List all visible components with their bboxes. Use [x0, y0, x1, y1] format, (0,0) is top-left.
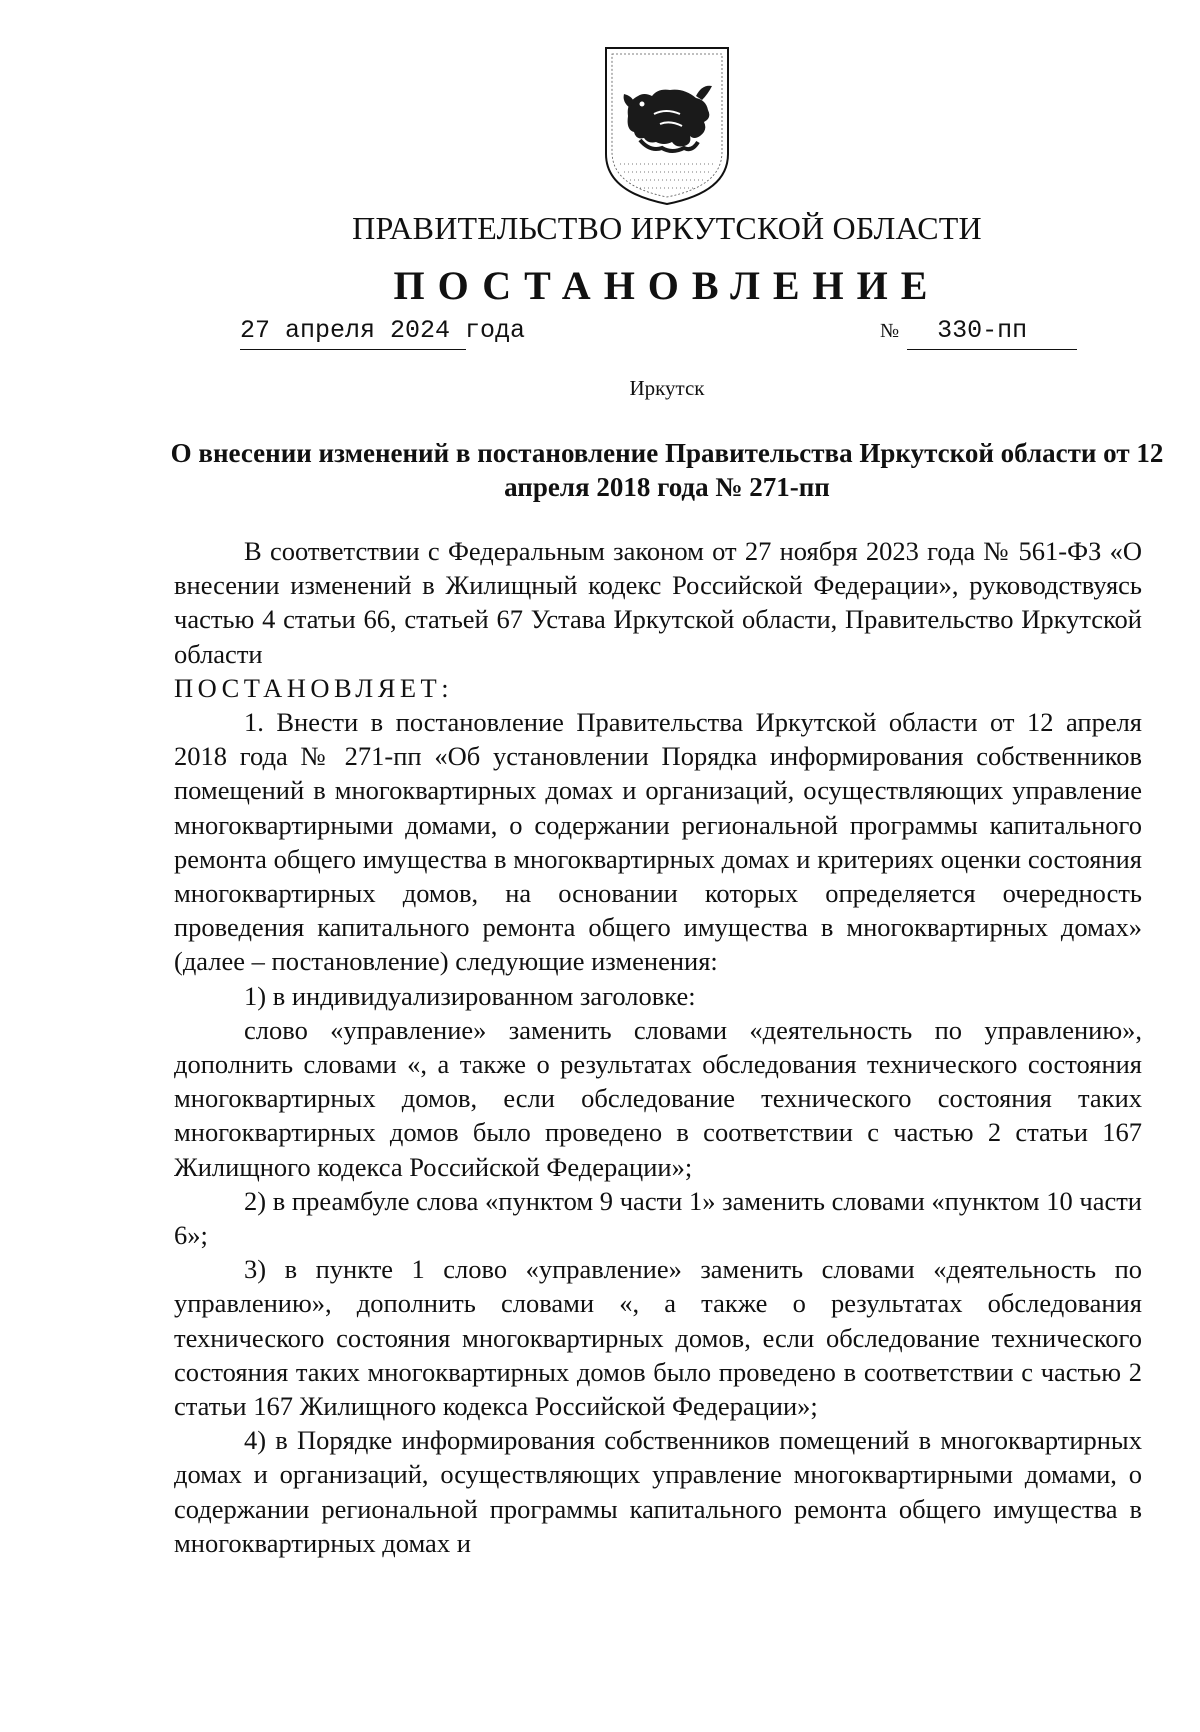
paragraph-item: 1. Внести в постановление Правительства Иркутской области от 12 апреля 2018 года № 271-пп «Об установлении Порядка информирования собственников помещений в многоквартирных домах и организаций, осуществляющих управление многоквартирными домами, о содержании региональной программы капитального ремонта общего имущества в многоквартирных домах и критериях оценки состояния многоквартирных домов, на основании которых определяется очередность проведения капитального ремонта общего имущества в многоквартирных домах» (далее – постановление) следующие изменения: — [174, 707, 1142, 977]
document-number: 330-пп — [907, 316, 1077, 350]
document-number-block — [880, 316, 1077, 350]
coat-of-arms-icon — [600, 44, 734, 208]
document-date: 27 апреля 2024 года — [240, 316, 466, 350]
decision-verb: ПОСТАНОВЛЯЕТ: — [174, 672, 454, 703]
paragraph-item: 1) в индивидуализированном заголовке: — [244, 980, 696, 1011]
document-city: Иркутск — [629, 376, 705, 400]
document-subject: О внесении изменений в постановление Правительства Иркутской области от 12 апреля 2018 года № 271-пп — [170, 438, 1164, 502]
number-sign: № — [880, 320, 900, 342]
document-type: ПОСТАНОВЛЕНИЕ — [393, 263, 941, 308]
paragraph-item: слово «управление» заменить словами «деятельность по управлению», дополнить словами «, а также о результатах обследования технического состояния многоквартирных домов, если обследование технического состояния таких многоквартирных домов было проведено в соответствии с частью 2 статьи 167 Жилищного кодекса Российской Федерации»; — [174, 1014, 1142, 1182]
document-body — [174, 534, 1142, 1560]
paragraph-item: 2) в преамбуле слова «пунктом 9 части 1» заменить словами «пунктом 10 части 6»; — [174, 1185, 1142, 1251]
paragraph-item: 3) в пункте 1 слово «управление» заменить словами «деятельность по управлению», дополнить словами «, а также о результатах обследования технического состояния многоквартирных домов, если обследование технического состояния таких многоквартирных домов было проведено в соответствии с частью 2 статьи 167 Жилищного кодекса Российской Федерации»; — [174, 1254, 1142, 1422]
paragraph-item: 4) в Порядке информирования собственников помещений в многоквартирных домах и организаций, осуществляющих управление многоквартирными домами, о содержании региональной программы капитального ремонта общего имущества в многоквартирных домах и — [174, 1425, 1142, 1558]
government-name: ПРАВИТЕЛЬСТВО ИРКУТСКОЙ ОБЛАСТИ — [352, 210, 982, 246]
preamble: В соответствии с Федеральным законом от 27 ноября 2023 года № 561-ФЗ «О внесении изменений в Жилищный кодекс Российской Федерации», руководствуясь частью 4 статьи 66, статьей 67 Устава Иркутской области, Правительство Иркутской области — [174, 536, 1142, 669]
